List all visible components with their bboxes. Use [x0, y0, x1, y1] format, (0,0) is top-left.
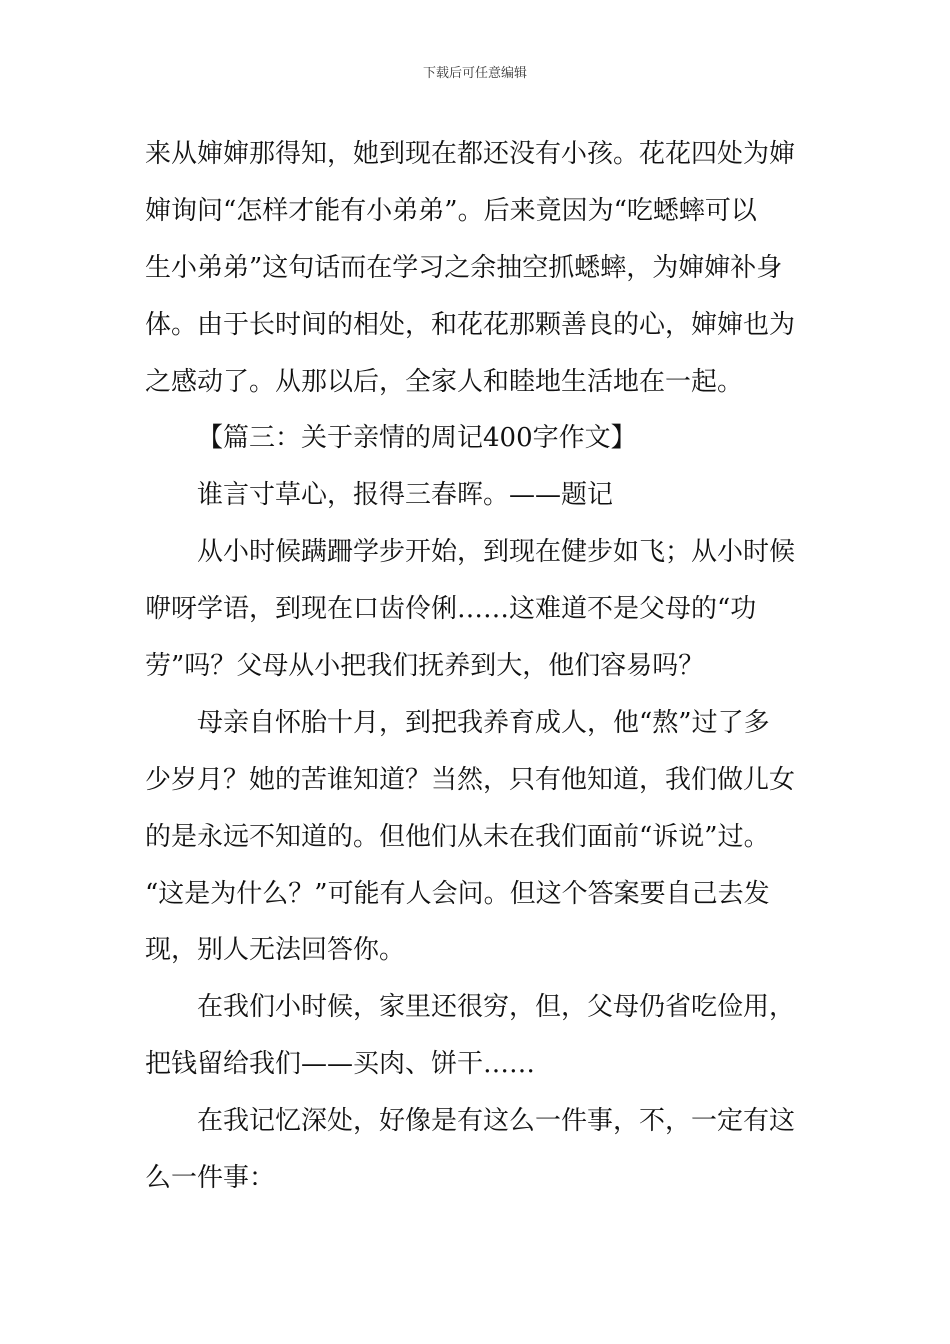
- text-line: 现，别人无法回答你。: [145, 935, 406, 966]
- section-heading: 【篇三：关于亲情的周记400字作文】: [197, 423, 637, 454]
- epigraph: 谁言寸草心，报得三春晖。——题记: [197, 480, 614, 511]
- text-line: 体。由于长时间的相处，和花花那颗善良的心，婶婶也为: [145, 309, 796, 340]
- text-line: 婶询问“怎样才能有小弟弟”。后来竟因为“吃蟋蟀可以: [145, 195, 757, 226]
- text-line: 的是永远不知道的。但他们从未在我们面前“诉说”过。: [145, 821, 770, 852]
- text-line: 来从婶婶那得知，她到现在都还没有小孩。花花四处为婶: [145, 139, 796, 169]
- text-line: 在我们小时候，家里还很穷，但，父母仍省吃俭用，: [197, 992, 796, 1023]
- page-header: 下载后可任意编辑: [422, 66, 527, 81]
- text-line: 生小弟弟”这句话而在学习之余抽空抓蟋蟀，为婶婶补身: [145, 252, 783, 283]
- text-line: 在我记忆深处，好像是有这么一件事，不，一定有这: [197, 1106, 796, 1137]
- document-body: [145, 126, 810, 1207]
- text-line: 劳”吗？父母从小把我们抚养到大，他们容易吗？: [145, 651, 705, 682]
- text-line: “这是为什么？”可能有人会问。但这个答案要自己去发: [145, 878, 770, 909]
- text-line: 之感动了。从那以后，全家人和睦地生活地在一起。: [145, 366, 744, 397]
- text-line: 从小时候蹒跚学步开始，到现在健步如飞；从小时候: [197, 537, 796, 568]
- text-line: 少岁月？她的苦谁知道？当然，只有他知道，我们做儿女: [145, 764, 796, 795]
- text-line: 母亲自怀胎十月，到把我养育成人，他“熬”过了多: [197, 707, 770, 738]
- text-line: 咿呀学语，到现在口齿伶俐……这难道不是父母的“功: [145, 594, 757, 625]
- text-line: 把钱留给我们——买肉、饼干……: [145, 1049, 536, 1080]
- text-line: 么一件事：: [145, 1163, 276, 1194]
